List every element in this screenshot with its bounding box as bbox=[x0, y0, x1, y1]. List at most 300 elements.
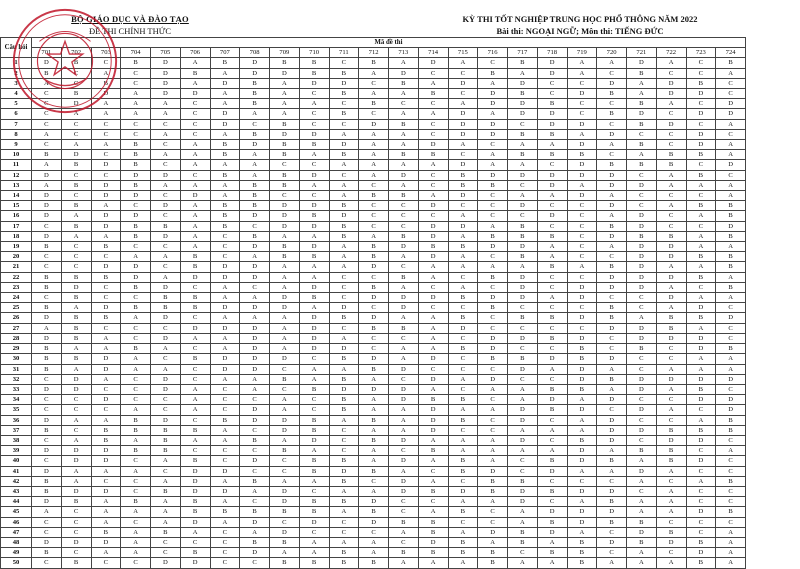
table-row bbox=[1, 272, 746, 282]
answer-cell: C bbox=[389, 221, 419, 231]
exam-code-header: 702 bbox=[61, 48, 91, 58]
answer-cell: C bbox=[91, 252, 121, 262]
answer-cell: B bbox=[121, 303, 151, 313]
question-number: 32 bbox=[1, 374, 32, 384]
answer-cell: D bbox=[32, 537, 62, 547]
answer-cell: B bbox=[121, 231, 151, 241]
answer-cell: D bbox=[121, 272, 151, 282]
answer-cell: C bbox=[597, 527, 627, 537]
answer-cell: D bbox=[389, 435, 419, 445]
answer-cell: A bbox=[180, 221, 210, 231]
answer-cell: C bbox=[448, 303, 478, 313]
answer-cell: A bbox=[508, 558, 538, 568]
answer-cell: C bbox=[121, 517, 151, 527]
answer-cell: D bbox=[508, 435, 538, 445]
answer-cell: B bbox=[597, 456, 627, 466]
answer-cell: C bbox=[627, 201, 657, 211]
table-row bbox=[1, 109, 746, 119]
answer-cell: C bbox=[627, 293, 657, 303]
answer-cell: D bbox=[508, 293, 538, 303]
answer-cell: A bbox=[418, 476, 448, 486]
answer-cell: C bbox=[448, 384, 478, 394]
question-number: 25 bbox=[1, 303, 32, 313]
answer-cell: C bbox=[91, 150, 121, 160]
answer-cell: D bbox=[418, 231, 448, 241]
answer-cell: D bbox=[656, 89, 686, 99]
answer-cell: C bbox=[61, 548, 91, 558]
answer-cell: B bbox=[359, 242, 389, 252]
answer-cell: B bbox=[299, 456, 329, 466]
answer-cell: D bbox=[686, 129, 716, 139]
answer-cell: B bbox=[32, 486, 62, 496]
answer-cell: B bbox=[597, 221, 627, 231]
answer-cell: C bbox=[567, 99, 597, 109]
answer-cell: C bbox=[478, 323, 508, 333]
answer-cell: B bbox=[627, 140, 657, 150]
answer-cell: A bbox=[389, 282, 419, 292]
answer-cell: C bbox=[567, 476, 597, 486]
answer-cell: A bbox=[121, 99, 151, 109]
answer-cell: A bbox=[270, 344, 300, 354]
answer-cell: A bbox=[597, 466, 627, 476]
answer-cell: B bbox=[61, 160, 91, 170]
answer-cell: A bbox=[329, 486, 359, 496]
answer-cell: D bbox=[567, 191, 597, 201]
exam-code-header: 720 bbox=[597, 48, 627, 58]
answer-cell: D bbox=[686, 548, 716, 558]
answer-cell: A bbox=[567, 262, 597, 272]
answer-cell: C bbox=[32, 374, 62, 384]
answer-cell: B bbox=[240, 129, 270, 139]
answer-cell: C bbox=[627, 395, 657, 405]
table-row bbox=[1, 425, 746, 435]
answer-cell: B bbox=[627, 68, 657, 78]
answer-cell: D bbox=[686, 507, 716, 517]
answer-cell: A bbox=[716, 354, 746, 364]
answer-cell: A bbox=[389, 160, 419, 170]
answer-cell: B bbox=[537, 313, 567, 323]
answer-cell: D bbox=[597, 129, 627, 139]
answer-cell: B bbox=[180, 252, 210, 262]
answer-cell: C bbox=[210, 242, 240, 252]
answer-cell: A bbox=[418, 78, 448, 88]
exam-code-header: 716 bbox=[478, 48, 508, 58]
answer-cell: B bbox=[418, 446, 448, 456]
answer-cell: B bbox=[508, 150, 538, 160]
answer-cell: B bbox=[508, 354, 538, 364]
answer-cell: A bbox=[359, 129, 389, 139]
answer-cell: C bbox=[180, 344, 210, 354]
answer-cell: D bbox=[32, 231, 62, 241]
answer-cell: C bbox=[121, 456, 151, 466]
answer-cell: C bbox=[716, 384, 746, 394]
answer-cell: C bbox=[32, 221, 62, 231]
answer-cell: C bbox=[32, 252, 62, 262]
answer-cell: A bbox=[418, 344, 448, 354]
answer-cell: A bbox=[656, 384, 686, 394]
answer-cell: C bbox=[121, 119, 151, 129]
exam-code-header: 717 bbox=[508, 48, 538, 58]
answer-cell: B bbox=[329, 497, 359, 507]
answer-cell: C bbox=[508, 344, 538, 354]
answer-cell: B bbox=[32, 282, 62, 292]
answer-cell: C bbox=[656, 109, 686, 119]
answer-cell: A bbox=[716, 150, 746, 160]
answer-cell: D bbox=[656, 242, 686, 252]
answer-cell: C bbox=[121, 476, 151, 486]
table-row bbox=[1, 160, 746, 170]
answer-cell: A bbox=[478, 384, 508, 394]
question-number: 14 bbox=[1, 191, 32, 201]
answer-cell: C bbox=[240, 221, 270, 231]
answer-cell: B bbox=[448, 313, 478, 323]
answer-cell: A bbox=[716, 119, 746, 129]
answer-cell: C bbox=[270, 466, 300, 476]
answer-cell: D bbox=[121, 211, 151, 221]
answer-cell: C bbox=[716, 170, 746, 180]
answer-cell: C bbox=[597, 405, 627, 415]
answer-cell: C bbox=[448, 425, 478, 435]
answer-cell: B bbox=[537, 405, 567, 415]
answer-cell: C bbox=[537, 160, 567, 170]
answer-cell: C bbox=[121, 384, 151, 394]
answer-cell: B bbox=[210, 140, 240, 150]
answer-cell: B bbox=[508, 537, 538, 547]
answer-cell: A bbox=[716, 242, 746, 252]
answer-cell: D bbox=[151, 333, 181, 343]
answer-cell: B bbox=[121, 140, 151, 150]
answer-cell: A bbox=[180, 180, 210, 190]
answer-cell: C bbox=[389, 333, 419, 343]
subject-line: Bài thi: NGOẠI NGỮ; Môn thi: TIẾNG ĐỨC bbox=[496, 26, 664, 36]
answer-cell: D bbox=[537, 527, 567, 537]
answer-cell: B bbox=[418, 527, 448, 537]
answer-cell: A bbox=[418, 262, 448, 272]
answer-cell: C bbox=[537, 374, 567, 384]
question-number: 48 bbox=[1, 537, 32, 547]
answer-cell: C bbox=[329, 517, 359, 527]
answer-cell: B bbox=[686, 272, 716, 282]
answer-cell: C bbox=[299, 191, 329, 201]
question-number: 38 bbox=[1, 435, 32, 445]
answer-cell: D bbox=[508, 78, 538, 88]
answer-cell: D bbox=[418, 405, 448, 415]
question-number: 39 bbox=[1, 446, 32, 456]
answer-cell: C bbox=[61, 78, 91, 88]
answer-cell: B bbox=[418, 517, 448, 527]
answer-cell: D bbox=[32, 201, 62, 211]
answer-cell: A bbox=[210, 333, 240, 343]
table-row bbox=[1, 211, 746, 221]
answer-cell: A bbox=[121, 354, 151, 364]
answer-cell: C bbox=[299, 109, 329, 119]
answer-cell: A bbox=[359, 405, 389, 415]
answer-cell: A bbox=[478, 160, 508, 170]
answer-cell: A bbox=[151, 476, 181, 486]
answer-cell: B bbox=[61, 354, 91, 364]
answer-cell: D bbox=[389, 293, 419, 303]
answer-cell: D bbox=[597, 272, 627, 282]
answer-cell: B bbox=[180, 68, 210, 78]
answer-cell: A bbox=[716, 68, 746, 78]
answer-cell: B bbox=[32, 548, 62, 558]
answer-cell: C bbox=[686, 191, 716, 201]
answer-cell: D bbox=[61, 384, 91, 394]
answer-cell: B bbox=[686, 313, 716, 323]
question-number: 29 bbox=[1, 344, 32, 354]
answer-cell: C bbox=[478, 415, 508, 425]
answer-cell: D bbox=[478, 333, 508, 343]
answer-cell: B bbox=[299, 58, 329, 68]
answer-cell: B bbox=[91, 313, 121, 323]
answer-cell: B bbox=[656, 150, 686, 160]
question-number: 27 bbox=[1, 323, 32, 333]
answer-cell: C bbox=[478, 211, 508, 221]
answer-cell: C bbox=[359, 333, 389, 343]
answer-cell: B bbox=[180, 262, 210, 272]
answer-cell: D bbox=[627, 527, 657, 537]
answer-cell: C bbox=[508, 180, 538, 190]
question-number: 22 bbox=[1, 272, 32, 282]
answer-cell: B bbox=[91, 435, 121, 445]
answer-cell: B bbox=[180, 303, 210, 313]
answer-cell: A bbox=[478, 221, 508, 231]
question-number: 20 bbox=[1, 252, 32, 262]
answer-cell: C bbox=[299, 160, 329, 170]
answer-cell: D bbox=[567, 517, 597, 527]
answer-cell: A bbox=[627, 456, 657, 466]
answer-cell: D bbox=[61, 537, 91, 547]
answer-cell: C bbox=[359, 109, 389, 119]
question-number: 4 bbox=[1, 89, 32, 99]
answer-cell: A bbox=[567, 58, 597, 68]
answer-cell: B bbox=[448, 415, 478, 425]
answer-cell: C bbox=[151, 323, 181, 333]
answer-cell: D bbox=[567, 293, 597, 303]
answer-cell: A bbox=[716, 180, 746, 190]
answer-cell: D bbox=[686, 456, 716, 466]
answer-cell: D bbox=[180, 558, 210, 568]
answer-cell: B bbox=[716, 476, 746, 486]
answer-cell: D bbox=[299, 282, 329, 292]
answer-cell: C bbox=[448, 476, 478, 486]
answer-cell: D bbox=[508, 282, 538, 292]
answer-cell: B bbox=[448, 242, 478, 252]
answer-cell: A bbox=[389, 466, 419, 476]
answer-cell: C bbox=[61, 119, 91, 129]
answer-cell: C bbox=[61, 425, 91, 435]
answer-cell: C bbox=[567, 252, 597, 262]
answer-cell: B bbox=[478, 476, 508, 486]
answer-cell: A bbox=[567, 466, 597, 476]
answer-cell: A bbox=[180, 231, 210, 241]
answer-cell: C bbox=[329, 99, 359, 109]
answer-cell: B bbox=[151, 486, 181, 496]
answer-cell: B bbox=[686, 170, 716, 180]
answer-cell: B bbox=[270, 180, 300, 190]
table-row bbox=[1, 507, 746, 517]
answer-cell: B bbox=[121, 221, 151, 231]
answer-cell: D bbox=[597, 282, 627, 292]
answer-cell: B bbox=[567, 548, 597, 558]
answer-cell: A bbox=[359, 140, 389, 150]
answer-cell: B bbox=[567, 537, 597, 547]
answer-cell: A bbox=[478, 150, 508, 160]
question-number: 45 bbox=[1, 507, 32, 517]
answer-cell: A bbox=[359, 150, 389, 160]
answer-cell: B bbox=[537, 486, 567, 496]
answer-cell: B bbox=[597, 160, 627, 170]
answer-cell: B bbox=[270, 446, 300, 456]
answer-cell: D bbox=[508, 415, 538, 425]
answer-cell: D bbox=[656, 252, 686, 262]
answer-cell: C bbox=[448, 354, 478, 364]
table-row bbox=[1, 476, 746, 486]
answer-cell: B bbox=[121, 497, 151, 507]
answer-cell: A bbox=[299, 150, 329, 160]
answer-cell: A bbox=[627, 548, 657, 558]
answer-cell: B bbox=[240, 99, 270, 109]
answer-cell: B bbox=[686, 558, 716, 568]
answer-cell: A bbox=[597, 446, 627, 456]
answer-cell: C bbox=[359, 211, 389, 221]
answer-cell: A bbox=[686, 180, 716, 190]
answer-cell: B bbox=[240, 476, 270, 486]
answer-cell: C bbox=[359, 78, 389, 88]
answer-cell: B bbox=[716, 282, 746, 292]
answer-cell: A bbox=[597, 384, 627, 394]
answer-cell: C bbox=[32, 109, 62, 119]
answer-cell: B bbox=[537, 99, 567, 109]
answer-cell: A bbox=[656, 405, 686, 415]
answer-cell: B bbox=[656, 323, 686, 333]
answer-cell: D bbox=[91, 395, 121, 405]
answer-cell: D bbox=[418, 374, 448, 384]
question-number: 11 bbox=[1, 160, 32, 170]
answer-cell: B bbox=[32, 68, 62, 78]
answer-cell: D bbox=[270, 303, 300, 313]
answer-cell: C bbox=[508, 548, 538, 558]
answer-cell: C bbox=[597, 333, 627, 343]
answer-cell: C bbox=[270, 160, 300, 170]
answer-cell: C bbox=[686, 282, 716, 292]
answer-cell: C bbox=[359, 344, 389, 354]
answer-cell: A bbox=[299, 446, 329, 456]
table-row bbox=[1, 344, 746, 354]
answer-cell: B bbox=[299, 293, 329, 303]
answer-cell: D bbox=[359, 293, 389, 303]
answer-cell: B bbox=[627, 537, 657, 547]
answer-cell: C bbox=[91, 384, 121, 394]
answer-cell: B bbox=[210, 170, 240, 180]
answer-cell: C bbox=[686, 446, 716, 456]
answer-cell: A bbox=[716, 537, 746, 547]
answer-cell: A bbox=[151, 507, 181, 517]
answer-cell: B bbox=[299, 415, 329, 425]
exam-code-header: 709 bbox=[270, 48, 300, 58]
answer-cell: D bbox=[389, 456, 419, 466]
answer-cell: C bbox=[656, 476, 686, 486]
answer-cell: A bbox=[121, 313, 151, 323]
answer-cell: C bbox=[448, 517, 478, 527]
answer-cell: B bbox=[567, 354, 597, 364]
answer-cell: A bbox=[151, 99, 181, 109]
answer-cell: C bbox=[180, 313, 210, 323]
answer-cell: B bbox=[389, 78, 419, 88]
exam-title: KỲ THI TỐT NGHIỆP TRUNG HỌC PHỔ THÔNG NĂM 2022 bbox=[462, 14, 698, 24]
answer-cell: A bbox=[537, 364, 567, 374]
answer-cell: C bbox=[359, 272, 389, 282]
answer-cell: D bbox=[270, 486, 300, 496]
answer-cell: B bbox=[240, 507, 270, 517]
answer-cell: D bbox=[418, 354, 448, 364]
answer-cell: D bbox=[61, 486, 91, 496]
answer-cell: B bbox=[61, 272, 91, 282]
question-number: 23 bbox=[1, 282, 32, 292]
answer-cell: B bbox=[329, 201, 359, 211]
answer-cell: C bbox=[448, 89, 478, 99]
answer-cell: B bbox=[180, 497, 210, 507]
answer-cell: C bbox=[32, 517, 62, 527]
answer-cell: C bbox=[32, 293, 62, 303]
answer-cell: B bbox=[151, 435, 181, 445]
answer-cell: C bbox=[61, 395, 91, 405]
answer-cell: B bbox=[448, 344, 478, 354]
answer-cell: A bbox=[329, 507, 359, 517]
answer-cell: D bbox=[389, 486, 419, 496]
answer-cell: A bbox=[359, 425, 389, 435]
answer-cell: C bbox=[32, 405, 62, 415]
answer-cell: D bbox=[91, 180, 121, 190]
answer-cell: C bbox=[389, 201, 419, 211]
answer-cell: D bbox=[448, 129, 478, 139]
answer-cell: D bbox=[180, 272, 210, 282]
question-number: 50 bbox=[1, 558, 32, 568]
answer-cell: D bbox=[389, 170, 419, 180]
answer-cell: D bbox=[478, 527, 508, 537]
answer-cell: C bbox=[61, 129, 91, 139]
answer-cell: B bbox=[508, 129, 538, 139]
answer-cell: A bbox=[418, 109, 448, 119]
answer-cell: A bbox=[567, 68, 597, 78]
answer-cell: C bbox=[597, 99, 627, 109]
answer-cell: D bbox=[210, 272, 240, 282]
answer-cell: C bbox=[716, 497, 746, 507]
answer-cell: B bbox=[270, 242, 300, 252]
answer-cell: D bbox=[567, 374, 597, 384]
answer-cell: C bbox=[389, 99, 419, 109]
answer-cell: D bbox=[656, 374, 686, 384]
answer-cell: C bbox=[270, 364, 300, 374]
answer-cell: B bbox=[61, 58, 91, 68]
answer-cell: C bbox=[151, 211, 181, 221]
answer-cell: B bbox=[567, 435, 597, 445]
answer-cell: C bbox=[716, 333, 746, 343]
answer-cell: D bbox=[686, 89, 716, 99]
answer-cell: D bbox=[686, 303, 716, 313]
answer-cell: C bbox=[121, 333, 151, 343]
answer-cell: A bbox=[61, 109, 91, 119]
answer-cell: A bbox=[656, 282, 686, 292]
answer-cell: D bbox=[91, 211, 121, 221]
answer-cell: C bbox=[716, 303, 746, 313]
answer-cell: D bbox=[686, 435, 716, 445]
answer-cell: A bbox=[240, 313, 270, 323]
answer-cell: D bbox=[299, 517, 329, 527]
answer-cell: B bbox=[508, 231, 538, 241]
answer-cell: C bbox=[151, 405, 181, 415]
answer-cell: D bbox=[716, 221, 746, 231]
